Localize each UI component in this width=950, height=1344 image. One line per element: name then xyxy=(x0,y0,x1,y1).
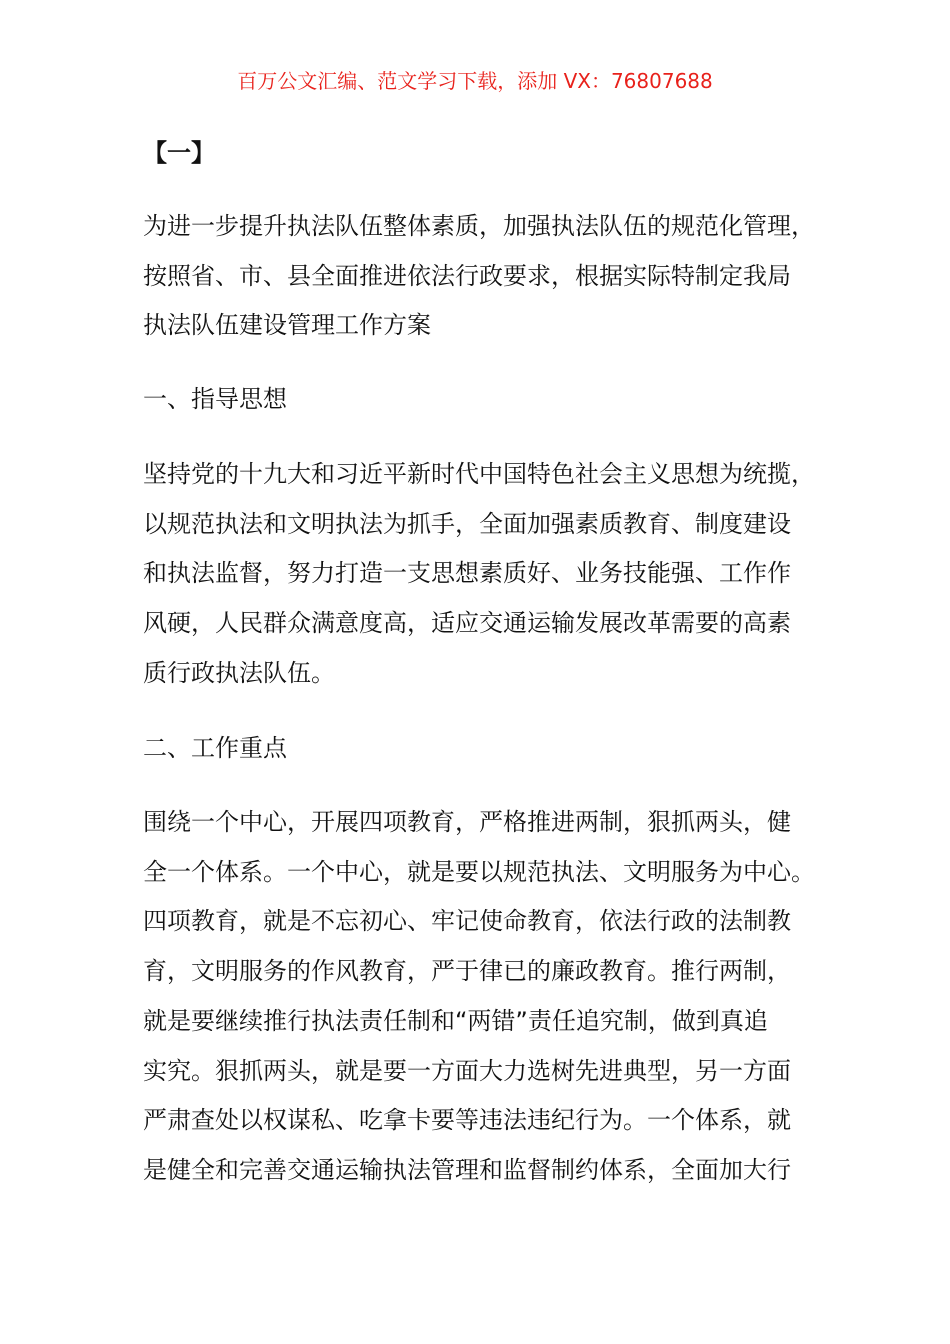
section-heading-guiding-ideology: 一、指导思想 xyxy=(143,385,287,413)
paragraph-line: 执法队伍建设管理工作方案 xyxy=(143,311,431,340)
guiding-ideology-paragraph xyxy=(143,450,833,699)
paragraph-line: 和执法监督，努力打造一支思想素质好、业务技能强、工作作 xyxy=(143,559,791,588)
paragraph-line: 育，文明服务的作风教育，严于律已的廉政教育。推行两制， xyxy=(143,957,791,986)
paragraph-line: 为进一步提升执法队伍整体素质，加强执法队伍的规范化管理， xyxy=(143,212,815,240)
paragraph-line: 按照省、市、县全面推进依法行政要求，根据实际特制定我局 xyxy=(143,261,791,290)
section-marker: 【一】 xyxy=(143,139,215,167)
section-heading-work-focus: 二、工作重点 xyxy=(143,734,287,762)
paragraph-line: 就是要继续推行执法责任制和“两错”责任追究制，做到真追 xyxy=(143,1006,768,1035)
paragraph-line: 风硬，人民群众满意度高，适应交通运输发展改革需要的高素 xyxy=(143,609,791,638)
paragraph-line: 四项教育，就是不忘初心、牢记使命教育，依法行政的法制教 xyxy=(143,907,791,936)
paragraph-line: 是健全和完善交通运输执法管理和监督制约体系，全面加大行 xyxy=(143,1155,791,1184)
paragraph-line: 严肃查处以权谋私、吃拿卡要等违法违纪行为。一个体系，就 xyxy=(143,1106,791,1135)
work-focus-paragraph xyxy=(143,798,833,1196)
paragraph-line: 实究。狠抓两头，就是要一方面大力选树先进典型，另一方面 xyxy=(143,1056,791,1085)
paragraph-line: 全一个体系。一个中心，就是要以规范执法、文明服务为中心。 xyxy=(143,857,815,886)
paragraph-line: 质行政执法队伍。 xyxy=(143,658,335,687)
header-banner: 百万公文汇编、范文学习下载，添加 VX：76807688 xyxy=(237,69,713,93)
paragraph-line: 坚持党的十九大和习近平新时代中国特色社会主义思想为统揽， xyxy=(143,460,815,488)
paragraph-line: 围绕一个中心，开展四项教育，严格推进两制，狠抓两头，健 xyxy=(143,808,791,836)
intro-paragraph xyxy=(143,202,833,351)
paragraph-line: 以规范执法和文明执法为抓手，全面加强素质教育、制度建设 xyxy=(143,509,791,538)
